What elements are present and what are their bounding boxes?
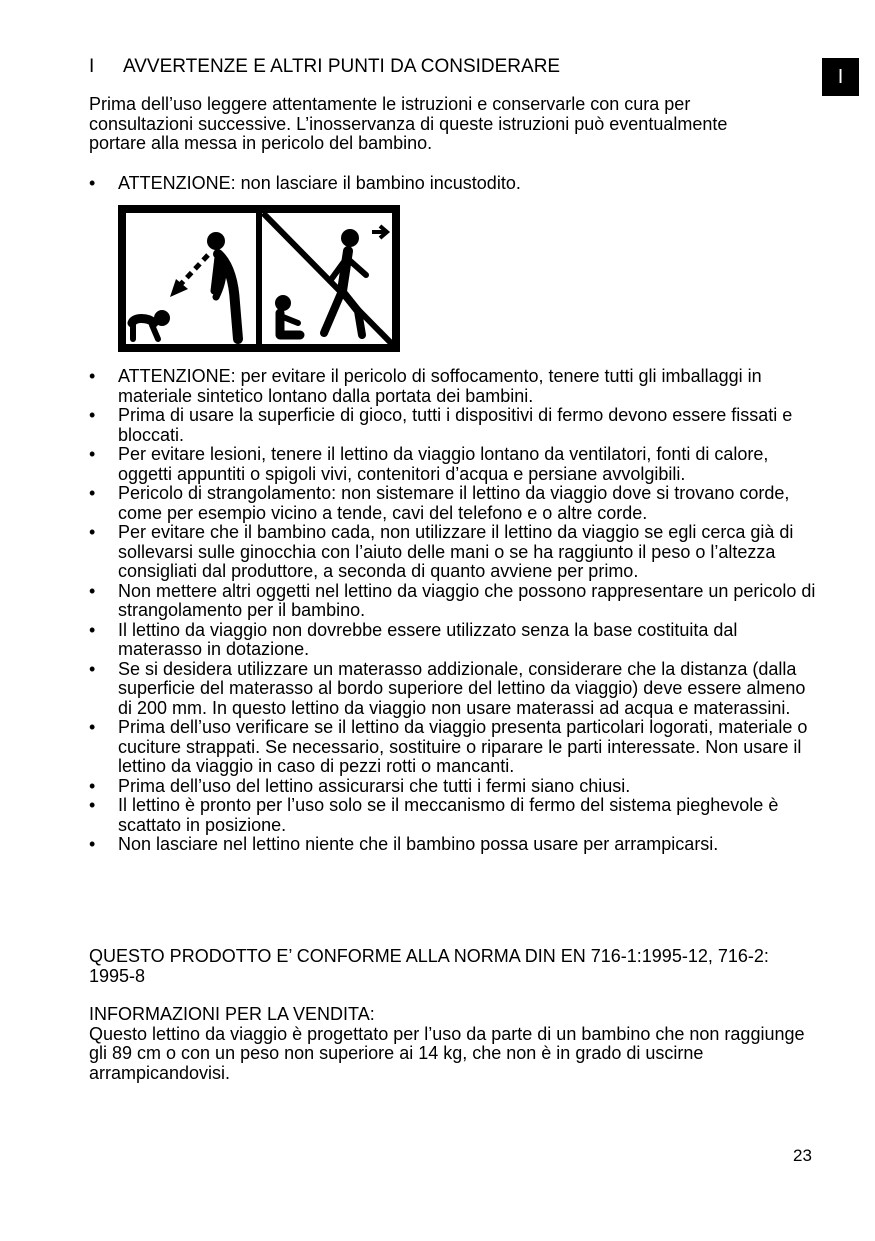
warning-item: • Prima di usare la superficie di gioco, tutti i dispositivi di fermo devono essere fissati e bloccati.: [89, 406, 824, 445]
warning-item: • Prima dell’uso verificare se il lettino da viaggio presenta particolari logorati, materiale o cuciture strappati. Se necessario, sostituire o riparare le parti interessate. Non usare il lettino da viaggio in caso di pezzi rotti o mancanti.: [89, 718, 824, 777]
warning-item: • Il lettino è pronto per l’uso solo se il meccanismo di fermo del sistema pieghevole è scattato in posizione.: [89, 796, 824, 835]
section-number: I: [89, 56, 95, 77]
sales-information: [89, 1005, 809, 1083]
adult-watching-child-figure: [207, 232, 238, 339]
gaze-arrow: [170, 255, 208, 297]
warning-item: • ATTENZIONE: per evitare il pericolo di soffocamento, tenere tutti gli imballaggi in materiale sintetico lontano dalla portata dei bambini.: [89, 367, 824, 406]
sales-heading: INFORMAZIONI PER LA VENDITA:: [89, 1004, 375, 1024]
warning-list: [89, 367, 824, 855]
section-heading: [89, 56, 560, 78]
warning-item: • Se si desidera utilizzare un materasso addizionale, considerare che la distanza (dalla superficie del materasso al bordo superiore del lettino da viaggio) deve essere almeno di 200 mm. In questo lettino da viaggio non usare materassi ad acqua e materassini.: [89, 660, 824, 719]
intro-paragraph: Prima dell’uso leggere attentamente le istruzioni e conservarle con cura per consultazioni successive. L’inosservanza di queste istruzioni può eventualmente portare alla messa in pericolo del bambino.: [89, 94, 728, 153]
warning-item: • Per evitare lesioni, tenere il lettino da viaggio lontano da ventilatori, fonti di calore, oggetti appuntiti o spigoli vivi, contenitori d’acqua e persiane avvolgibili.: [89, 445, 824, 484]
warning-item: • Pericolo di strangolamento: non sistemare il lettino da viaggio dove si trovano corde, come per esempio vicino a tende, cavi del telefono e o altre corde.: [89, 484, 824, 523]
do-not-leave-child-unattended-icon: [118, 205, 400, 352]
warning-item: • Non lasciare nel lettino niente che il bambino possa usare per arrampicarsi.: [89, 835, 824, 855]
sales-text: Questo lettino da viaggio è progettato per l’uso da parte di un bambino che non raggiunge gli 89 cm o con un peso non superiore ai 14 kg, che non è in grado di uscirne arrampicandovisi.: [89, 1023, 805, 1083]
conformity-statement: QUESTO PRODOTTO E’ CONFORME ALLA NORMA DIN EN 716-1:1995-12, 716-2: 1995-8: [89, 946, 769, 986]
warning-item: • Prima dell’uso del lettino assicurarsi che tutti i fermi siano chiusi.: [89, 777, 824, 797]
warning-item: • Per evitare che il bambino cada, non utilizzare il lettino da viaggio se egli cerca già di sollevarsi sulle ginocchia con l’aiuto delle mani o se ha raggiunto il peso o l’altezza consigliati dal produttore, a seconda di quanto avviene per primo.: [89, 523, 824, 582]
crawling-baby-figure: [132, 310, 170, 339]
warning-item: • Non mettere altri oggetti nel lettino da viaggio che possono rappresentare un pericolo di strangolamento per il bambino.: [89, 582, 824, 621]
section-title: AVVERTENZE E ALTRI PUNTI DA CONSIDERARE: [123, 56, 561, 77]
language-tab: I: [822, 58, 859, 96]
unattended-warning: • ATTENZIONE: non lasciare il bambino incustodito.: [89, 174, 818, 194]
warning-item: • Il lettino da viaggio non dovrebbe essere utilizzato senza la base costituita dal materasso in dotazione.: [89, 621, 824, 660]
walking-direction-arrow-icon: [372, 226, 387, 238]
sitting-baby-figure: [275, 295, 300, 335]
page-number: 23: [793, 1146, 812, 1165]
